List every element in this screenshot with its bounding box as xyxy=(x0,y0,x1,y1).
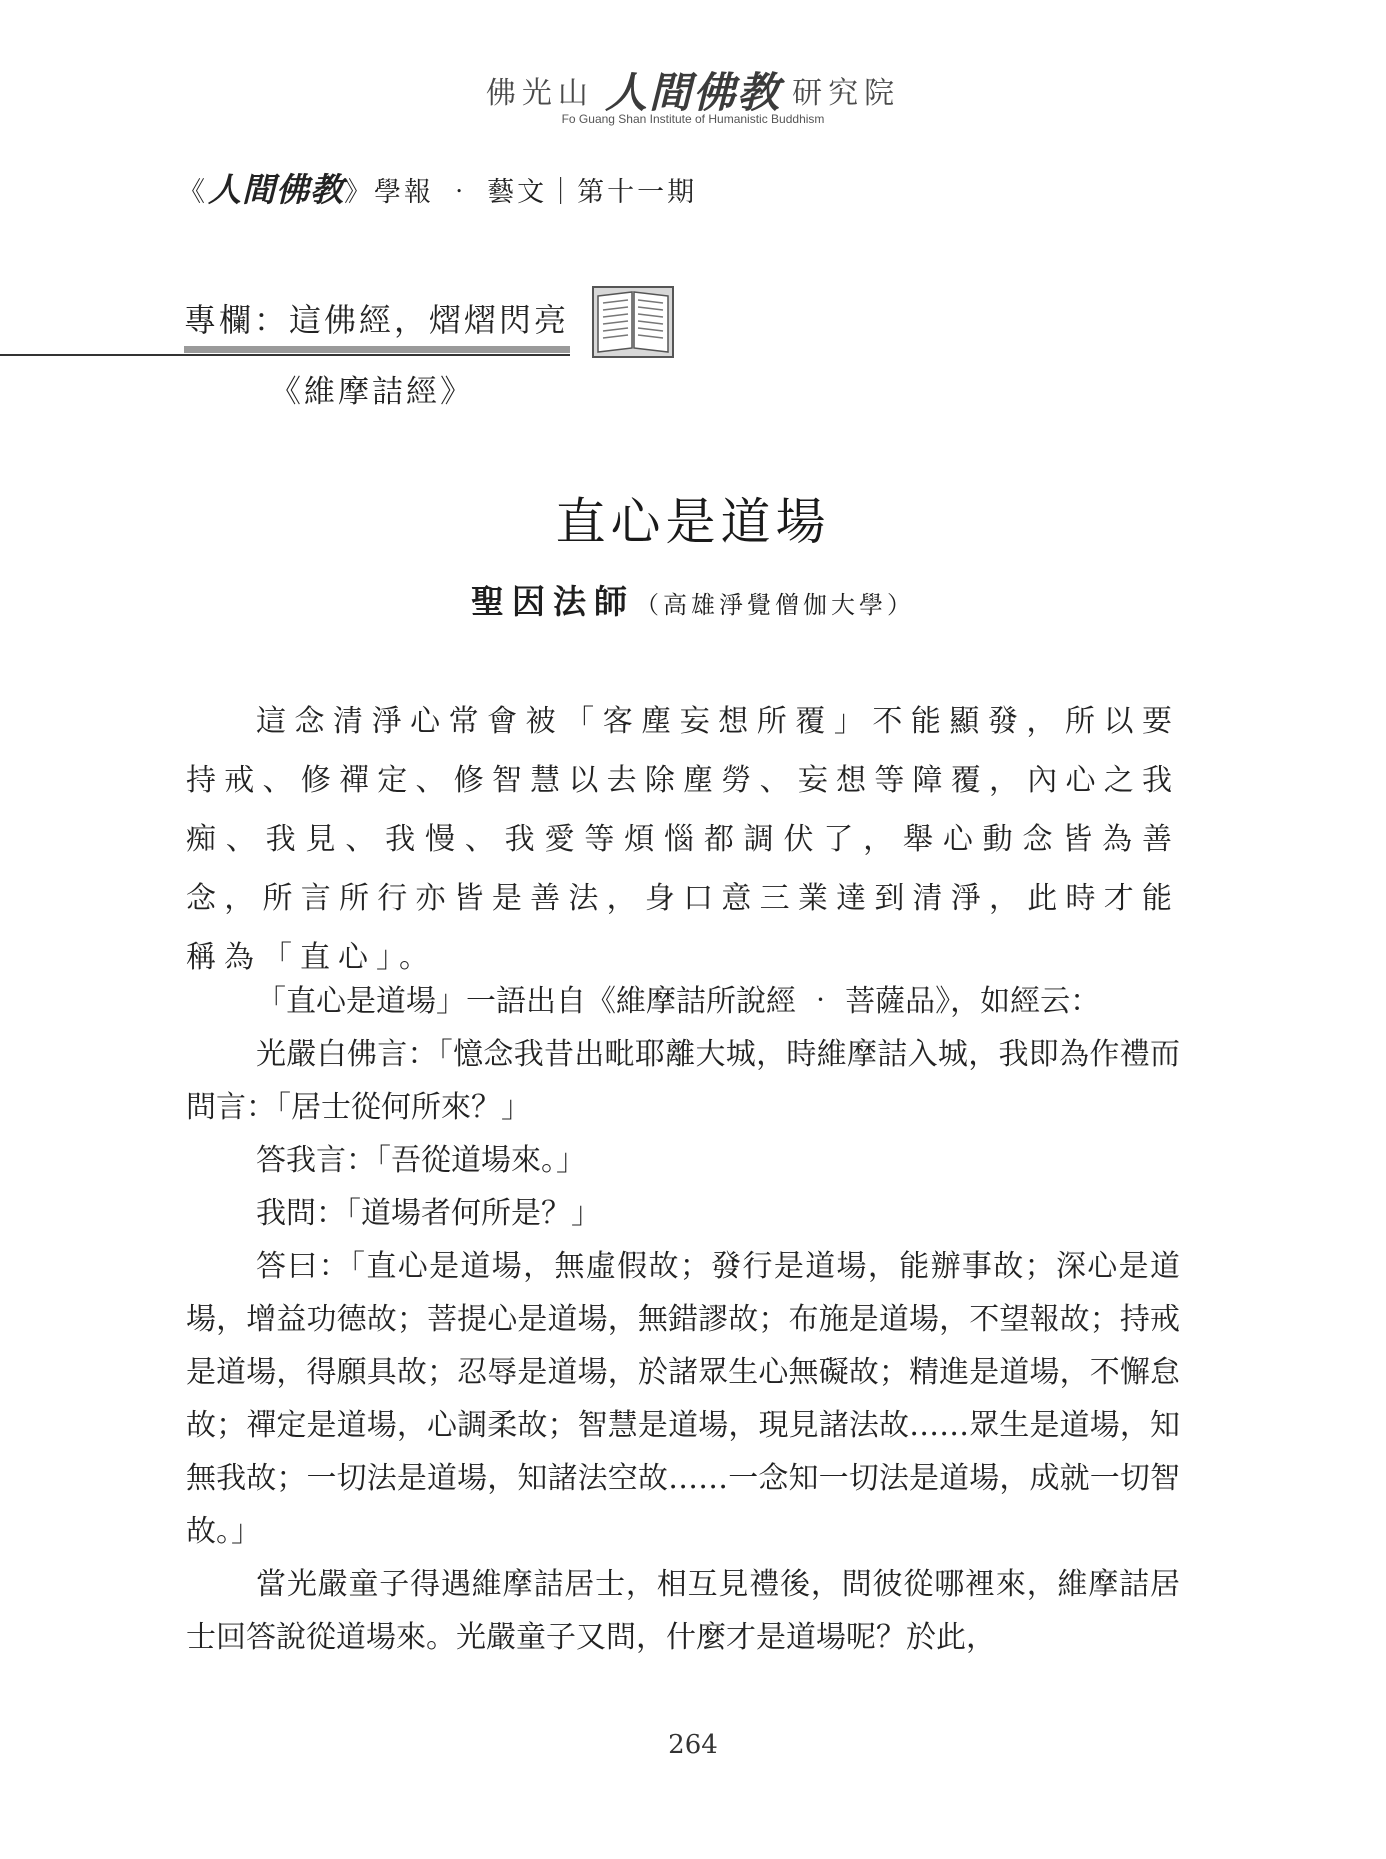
body-paragraph: 我問：「道場者何所是？」 xyxy=(256,1196,601,1231)
author-name: 聖因法師 xyxy=(471,582,635,621)
article-title: 直心是道場 xyxy=(555,493,831,551)
column-rule xyxy=(0,354,570,356)
body-paragraph: 當光嚴童子得遇維摩詰居士，相互見禮後，問彼從哪裡來，維摩詰居士回答說從道場來。光嚴童子又問，什麼才是道場呢？於此， xyxy=(186,1567,1180,1655)
column-underline xyxy=(184,346,570,353)
journal-running-head xyxy=(178,164,697,211)
institute-name-left: 佛光山 xyxy=(485,76,594,111)
institute-header xyxy=(0,60,1386,116)
sutra-name: 《維摩詰經》 xyxy=(270,374,474,410)
body-paragraph: 答曰：「直心是道場，無虛假故；發行是道場，能辦事故；深心是道場，增益功德故；菩提心是道場，無錯謬故；布施是道場，不望報故；持戒是道場，得願具故；忍辱是道場，於諸眾生心無礙故；精進是道場，不懈怠故；禪定是道場，心調柔故；智慧是道場，現見諸法故……眾生是道場，知無我故；一切法是道場，知諸法空故……一念知一切法是道場，成就一切智故。」 xyxy=(186,1249,1180,1549)
institute-logo: 人間佛教 xyxy=(604,68,781,117)
body-paragraph: 「直心是道場」一語出自《維摩詰所說經 ‧ 菩薩品》，如經云： xyxy=(256,984,1101,1019)
author-affiliation: （高雄淨覺僧伽大學） xyxy=(635,591,915,619)
journal-issue: 》學報 ‧ 藝文｜第十一期 xyxy=(344,177,698,208)
book-icon xyxy=(592,286,674,358)
body-paragraph: 答我言：「吾從道場來。」 xyxy=(256,1143,586,1178)
institute-english-name: Fo Guang Shan Institute of Humanistic Buddhism xyxy=(561,112,825,126)
body-paragraph: 光嚴白佛言：「憶念我昔出毗耶離大城，時維摩詰入城，我即為作禮而問言：「居士從何所來？」 xyxy=(186,1037,1180,1125)
journal-logo: 人間佛教 xyxy=(208,170,344,209)
journal-open-bracket: 《 xyxy=(178,177,208,208)
institute-name-right: 研究院 xyxy=(792,76,901,111)
intro-paragraph: 這念清淨心常會被「客塵妄想所覆」不能顯發，所以要持戒、修禪定、修智慧以去除塵勞、妄想等障覆，內心之我痴、我見、我慢、我愛等煩惱都調伏了，舉心動念皆為善念，所言所行亦皆是善法，身口意三業達到清淨，此時才能稱為「直心」。 xyxy=(186,704,1180,975)
author-line xyxy=(0,576,1386,623)
column-label: 專欄：這佛經，熠熠閃亮 xyxy=(184,301,570,339)
sutra-quote-block xyxy=(186,975,1180,1664)
page-number: 264 xyxy=(668,1730,718,1760)
